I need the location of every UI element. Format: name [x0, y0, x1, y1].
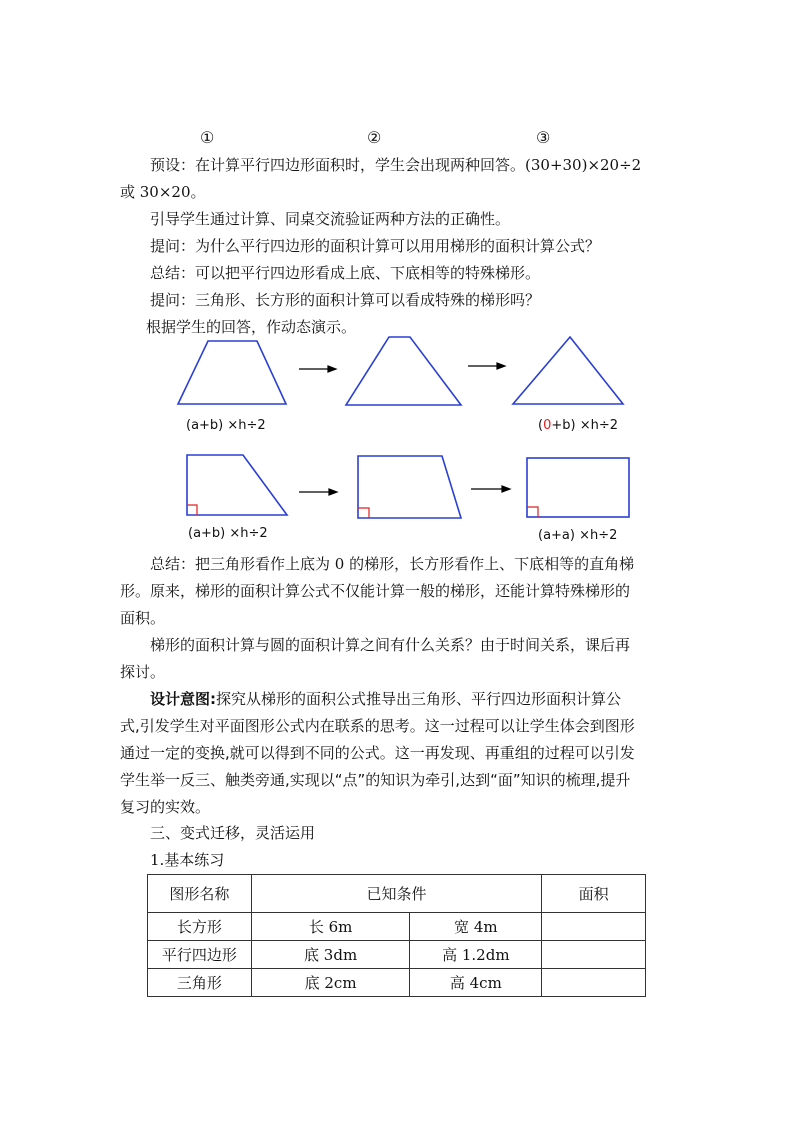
table-cell: 高 4cm — [410, 969, 542, 997]
table-cell-area — [542, 941, 646, 969]
section-title: 三、变式迁移，灵活运用 — [150, 824, 316, 842]
table-cell: 长 6m — [251, 913, 410, 941]
section-subtitle: 1.基本练习 — [150, 851, 225, 869]
paragraph-preset-cont: 或 30×20。 — [120, 183, 206, 201]
paragraph-preset: 预设：在计算平行四边形面积时，学生会出现两种回答。(30+30)×20÷2 — [150, 156, 642, 174]
table-cell-area — [542, 969, 646, 997]
paragraph-guide: 引导学生通过计算、同桌交流验证两种方法的正确性。 — [150, 210, 511, 228]
triangle-shape — [513, 337, 623, 404]
circled-number-1: ① — [200, 128, 215, 147]
table-cell: 宽 4m — [410, 913, 542, 941]
design-intent-line-3: 通过一定的变换,就可以得到不同的公式。这一再发现、再重组的过程可以引发 — [120, 744, 635, 762]
arrow-head — [497, 363, 505, 369]
table-header-row — [148, 875, 646, 913]
design-intent-line-1: 设计意图:探究从梯形的面积公式推导出三角形、平行四边形面积计算公 — [150, 690, 622, 708]
zero-top-base: 0 — [543, 418, 552, 433]
paragraph-summary-2-cont: 形。原来，梯形的面积计算公式不仅能计算一般的梯形，还能计算特殊梯形的 — [120, 582, 631, 600]
trapezoid-shape — [178, 341, 286, 404]
paragraph-summary-2-end: 面积。 — [120, 609, 166, 627]
formula-triangle: (0+b) ×h÷2 — [538, 418, 619, 433]
formula-right-trapezoid: (a+b) ×h÷2 — [188, 526, 268, 541]
arrow-head — [329, 489, 337, 495]
arrow-head — [328, 366, 336, 372]
right-angle-mark — [527, 507, 538, 517]
formula-rectangle: (a+a) ×h÷2 — [538, 528, 618, 543]
shape-transformation-figure — [0, 0, 794, 560]
paragraph-summary-1: 总结：可以把平行四边形看成上底、下底相等的特殊梯形。 — [150, 264, 541, 282]
table-cell: 底 3dm — [251, 941, 410, 969]
design-intent-line-5: 复习的实效。 — [120, 798, 211, 816]
paragraph-circle-question-end: 探讨。 — [120, 663, 166, 681]
table-cell-area — [542, 913, 646, 941]
right-trapezoid-shape — [187, 455, 287, 515]
rectangle-shape — [527, 458, 629, 517]
practice-table — [147, 874, 646, 997]
paragraph-circle-question: 梯形的面积计算与圆的面积计算之间有什么关系？由于时间关系，课后再 — [150, 636, 631, 654]
design-intent-line-4: 学生举一反三、触类旁通,实现以“点”的知识为牵引,达到“面”知识的梳理,提升 — [120, 771, 631, 789]
design-intent-line-2: 式,引发学生对平面图形公式内在联系的思考。这一过程可以让学生体会到图形 — [120, 717, 635, 735]
table-row — [148, 913, 646, 941]
table-cell: 高 1.2dm — [410, 941, 542, 969]
circled-number-3: ③ — [536, 128, 551, 147]
table-row — [148, 941, 646, 969]
table-row — [148, 969, 646, 997]
design-intent-label: 设计意图: — [150, 690, 216, 708]
table-header-cell: 面积 — [542, 875, 646, 913]
paragraph-demo: 根据学生的回答，作动态演示。 — [146, 318, 357, 336]
right-angle-mark — [187, 505, 197, 515]
trapezoid-narrow-shape — [346, 337, 461, 405]
near-rectangle-shape — [358, 456, 461, 518]
table-cell: 长方形 — [148, 913, 252, 941]
table-cell: 三角形 — [148, 969, 252, 997]
circled-number-2: ② — [367, 128, 382, 147]
table-header-cell: 图形名称 — [148, 875, 252, 913]
paragraph-question-1: 提问：为什么平行四边形的面积计算可以用用梯形的面积计算公式？ — [150, 237, 601, 255]
table-cell: 平行四边形 — [148, 941, 252, 969]
table-header-cell: 已知条件 — [251, 875, 541, 913]
formula-trapezoid: (a+b) ×h÷2 — [186, 418, 266, 433]
table-cell: 底 2cm — [251, 969, 410, 997]
right-angle-mark — [358, 508, 369, 518]
arrow-head — [502, 486, 510, 492]
paragraph-question-2: 提问：三角形、长方形的面积计算可以看成特殊的梯形吗？ — [150, 291, 541, 309]
paragraph-summary-2: 总结：把三角形看作上底为 0 的梯形，长方形看作上、下底相等的直角梯 — [150, 555, 635, 573]
